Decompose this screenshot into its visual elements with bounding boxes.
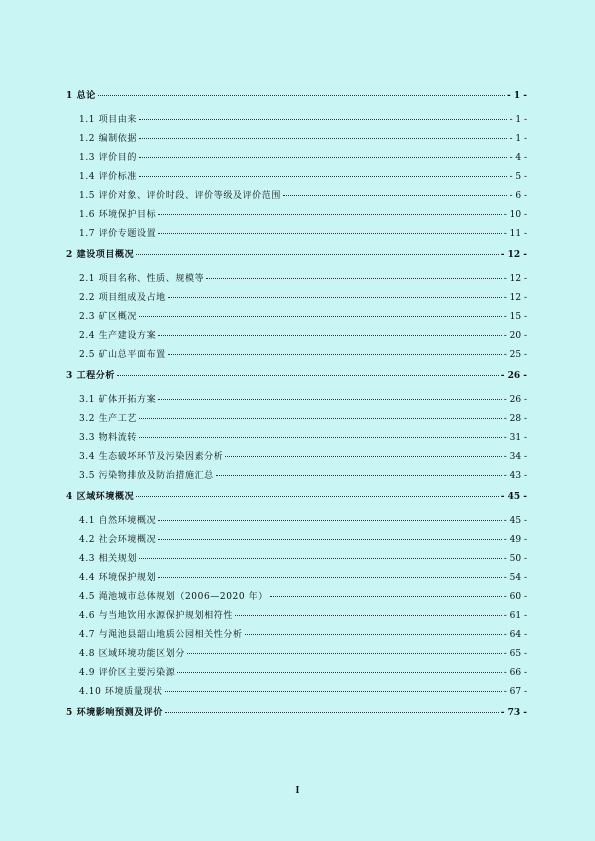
toc-entry-page: - 12 -	[503, 293, 527, 303]
toc-entry-title: 1.4 评价标准	[79, 172, 137, 182]
toc-dot-leader	[165, 691, 502, 692]
toc-entry-title: 2.4 生产建设方案	[79, 331, 157, 341]
toc-entry-page: - 15 -	[503, 312, 527, 322]
toc-dot-leader	[158, 335, 502, 336]
toc-dot-leader	[158, 539, 502, 540]
toc-entry-page: - 54 -	[503, 573, 527, 583]
toc-entry-page: - 6 -	[509, 191, 527, 201]
toc-entry-page: - 25 -	[503, 350, 527, 360]
toc-entry-page: - 1 -	[507, 91, 527, 101]
toc-section-entry[interactable]	[66, 274, 527, 285]
toc-entry-title: 4.1 自然环境概况	[79, 516, 157, 526]
toc-section-entry[interactable]	[66, 452, 527, 463]
toc-entry-title: 3.3 物料流转	[79, 433, 137, 443]
toc-entry-title: 3.4 生态破坏环节及污染因素分析	[79, 452, 224, 462]
toc-entry-page: - 65 -	[503, 649, 527, 659]
toc-entry-page: - 64 -	[503, 630, 527, 640]
toc-dot-leader	[139, 119, 507, 120]
toc-entry-title: 2.3 矿区概况	[79, 312, 137, 322]
toc-chapter-entry[interactable]	[66, 91, 527, 107]
toc-entry-page: - 26 -	[500, 371, 527, 381]
toc-chapter-entry[interactable]	[66, 371, 527, 387]
toc-entry-page: - 61 -	[503, 611, 527, 621]
toc-entry-title: 4.5 渑池城市总体规划（2006—2020 年）	[79, 592, 268, 602]
toc-dot-leader	[139, 176, 507, 177]
toc-entry-page: - 49 -	[503, 535, 527, 545]
toc-entry-page: - 60 -	[503, 592, 527, 602]
toc-entry-page: - 50 -	[503, 554, 527, 564]
toc-dot-leader	[117, 375, 499, 376]
toc-entry-title: 4.8 区域环境功能区划分	[79, 649, 185, 659]
toc-dot-leader	[235, 615, 502, 616]
toc-dot-leader	[136, 496, 499, 497]
toc-section-entry[interactable]	[66, 630, 527, 641]
page-number: I	[295, 785, 300, 796]
toc-entry-title: 2.1 项目名称、性质、规模等	[79, 274, 205, 284]
toc-section-entry[interactable]	[66, 611, 527, 622]
toc-entry-title: 3 工程分析	[66, 371, 115, 381]
toc-dot-leader	[139, 558, 502, 559]
toc-section-entry[interactable]	[66, 414, 527, 425]
toc-section-entry[interactable]	[66, 395, 527, 406]
toc-entry-title: 2.5 矿山总平面布置	[79, 350, 166, 360]
toc-dot-leader	[168, 297, 502, 298]
toc-section-entry[interactable]	[66, 210, 527, 221]
toc-entry-page: - 43 -	[503, 471, 527, 481]
toc-entry-title: 4.7 与渑池县韶山地质公园相关性分析	[79, 630, 243, 640]
toc-chapter-entry[interactable]	[66, 250, 527, 266]
toc-section-entry[interactable]	[66, 535, 527, 546]
toc-section-entry[interactable]	[66, 350, 527, 361]
toc-entry-title: 3.5 污染物排放及防治措施汇总	[79, 471, 214, 481]
toc-section-entry[interactable]	[66, 331, 527, 342]
toc-entry-title: 1.7 评价专题设置	[79, 229, 157, 239]
toc-entry-page: - 66 -	[503, 668, 527, 678]
toc-entry-title: 1.5 评价对象、评价时段、评价等级及评价范围	[79, 191, 281, 201]
toc-entry-page: - 45 -	[503, 516, 527, 526]
toc-entry-page: - 73 -	[500, 708, 527, 718]
toc-dot-leader	[158, 399, 502, 400]
toc-section-entry[interactable]	[66, 312, 527, 323]
toc-entry-page: - 12 -	[500, 250, 527, 260]
toc-entry-title: 2 建设项目概况	[66, 250, 135, 260]
toc-dot-leader	[216, 475, 502, 476]
toc-section-entry[interactable]	[66, 649, 527, 660]
toc-dot-leader	[158, 520, 502, 521]
toc-entry-title: 3.1 矿体开拓方案	[79, 395, 157, 405]
toc-entry-page: - 31 -	[503, 433, 527, 443]
toc-entry-title: 4.4 环境保护规划	[79, 573, 157, 583]
toc-entry-page: - 1 -	[509, 115, 527, 125]
toc-section-entry[interactable]	[66, 293, 527, 304]
toc-entry-title: 4 区域环境概况	[66, 492, 135, 502]
toc-section-entry[interactable]	[66, 471, 527, 482]
toc-entry-title: 4.3 相关规划	[79, 554, 137, 564]
toc-entry-page: - 11 -	[503, 229, 527, 239]
toc-section-entry[interactable]	[66, 229, 527, 240]
toc-dot-leader	[187, 653, 502, 654]
toc-entry-page: - 34 -	[503, 452, 527, 462]
toc-dot-leader	[225, 456, 501, 457]
toc-section-entry[interactable]	[66, 115, 527, 126]
toc-dot-leader	[283, 195, 507, 196]
toc-section-entry[interactable]	[66, 573, 527, 584]
toc-section-entry[interactable]	[66, 687, 527, 698]
toc-entry-title: 1.2 编制依据	[79, 134, 137, 144]
toc-dot-leader	[158, 577, 502, 578]
toc-entry-title: 5 环境影响预测及评价	[66, 708, 163, 718]
toc-dot-leader	[158, 233, 502, 234]
toc-entry-title: 4.9 评价区主要污染源	[79, 668, 176, 678]
toc-entry-title: 3.2 生产工艺	[79, 414, 137, 424]
toc-section-entry[interactable]	[66, 668, 527, 679]
toc-entry-title: 4.10 环境质量现状	[79, 687, 163, 697]
toc-section-entry[interactable]	[66, 554, 527, 565]
toc-section-entry[interactable]	[66, 516, 527, 527]
toc-entry-title: 1.1 项目由来	[79, 115, 137, 125]
toc-entry-page: - 67 -	[503, 687, 527, 697]
toc-section-entry[interactable]	[66, 172, 527, 183]
toc-dot-leader	[98, 95, 505, 96]
toc-chapter-entry[interactable]	[66, 708, 527, 724]
toc-dot-leader	[139, 418, 502, 419]
toc-entry-page: - 12 -	[503, 274, 527, 284]
toc-entry-page: - 1 -	[509, 134, 527, 144]
toc-dot-leader	[139, 157, 507, 158]
toc-entry-page: - 4 -	[509, 153, 527, 163]
toc-entry-title: 2.2 项目组成及占地	[79, 293, 166, 303]
toc-entry-title: 1 总论	[66, 91, 96, 101]
toc-dot-leader	[136, 254, 499, 255]
toc-entry-page: - 5 -	[509, 172, 527, 182]
toc-chapter-entry[interactable]	[66, 492, 527, 508]
toc-dot-leader	[177, 672, 501, 673]
toc-section-entry[interactable]	[66, 592, 527, 603]
toc-entry-page: - 20 -	[503, 331, 527, 341]
toc-dot-leader	[139, 138, 507, 139]
toc-entry-page: - 26 -	[503, 395, 527, 405]
toc-dot-leader	[245, 634, 502, 635]
toc-dot-leader	[206, 278, 502, 279]
toc-entry-page: - 45 -	[500, 492, 527, 502]
toc-entry-title: 4.6 与当地饮用水源保护规划相符性	[79, 611, 233, 621]
toc-dot-leader	[139, 316, 502, 317]
toc-section-entry[interactable]	[66, 134, 527, 145]
toc-entry-title: 4.2 社会环境概况	[79, 535, 157, 545]
toc-entry-title: 1.6 环境保护目标	[79, 210, 157, 220]
toc-entry-page: - 10 -	[503, 210, 527, 220]
toc-dot-leader	[139, 437, 502, 438]
toc-section-entry[interactable]	[66, 153, 527, 164]
toc-dot-leader	[270, 596, 502, 597]
toc-entry-page: - 28 -	[503, 414, 527, 424]
toc-section-entry[interactable]	[66, 433, 527, 444]
toc-dot-leader	[168, 354, 502, 355]
toc-entry-title: 1.3 评价目的	[79, 153, 137, 163]
table-of-contents	[66, 91, 527, 724]
toc-dot-leader	[165, 712, 499, 713]
toc-dot-leader	[158, 214, 502, 215]
toc-section-entry[interactable]	[66, 191, 527, 202]
